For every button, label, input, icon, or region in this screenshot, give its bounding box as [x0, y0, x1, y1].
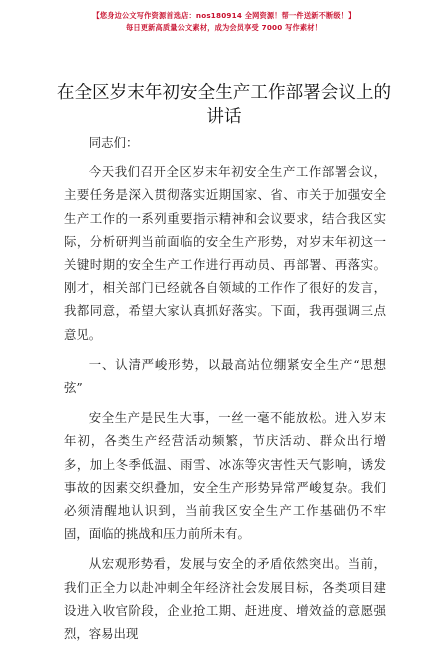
section-heading-1: 一、认清严峻形势，以最高站位绷紧安全生产“思想弦”: [64, 356, 386, 396]
paragraph-macro: 从宏观形势看，发展与安全的矛盾依然突出。当前，我们正全力以赴冲刺全年经济社会发展目标，各类项目建设进入收官阶段，企业抢工期、赶进度、增效益的意愿强烈，容易出现: [64, 556, 386, 642]
promo-banner: [0, 10, 448, 34]
salutation: 同志们：: [88, 135, 139, 150]
paragraph-safety: 安全生产是民生大事，一丝一毫不能放松。进入岁末年初，各类生产经营活动频繁，节庆活动、群众出行增多，加上冬季低温、雨雪、冰冻等灾害性天气影响，诱发事故的因素交织叠加，安全生产形势异常严峻复杂。我们必须清醒地认识到，当前我区安全生产工作基础仍不牢固，面临的挑战和压力前所未有。: [64, 410, 386, 542]
document-body: [64, 131, 386, 645]
promo-banner-line-2: 每日更新高质量公文素材，成为会员享受 7000 写作素材！: [125, 23, 323, 32]
document-title: 在全区岁末年初安全生产工作部署会议上的讲话: [56, 83, 392, 127]
paragraph-intro: 今天我们召开全区岁末年初安全生产工作部署会议，主要任务是深入贯彻落实近期国家、省、市关于加强安全生产工作的一系列重要指示精神和会议要求，结合我区实际，分析研判当前面临的安全生产形势，对岁末年初这一关键时期的安全生产工作进行再动员、再部署、再落实。刚才，相关部门已经就各自领域的工作作了很好的发言，我都同意，希望大家认真抓好落实。下面，我再强调三点意见。: [64, 164, 386, 342]
promo-banner-line-1: 【您身边公文写作资源首选店：nos180914 全网资源！帮一件送新不断级！】: [92, 11, 356, 20]
